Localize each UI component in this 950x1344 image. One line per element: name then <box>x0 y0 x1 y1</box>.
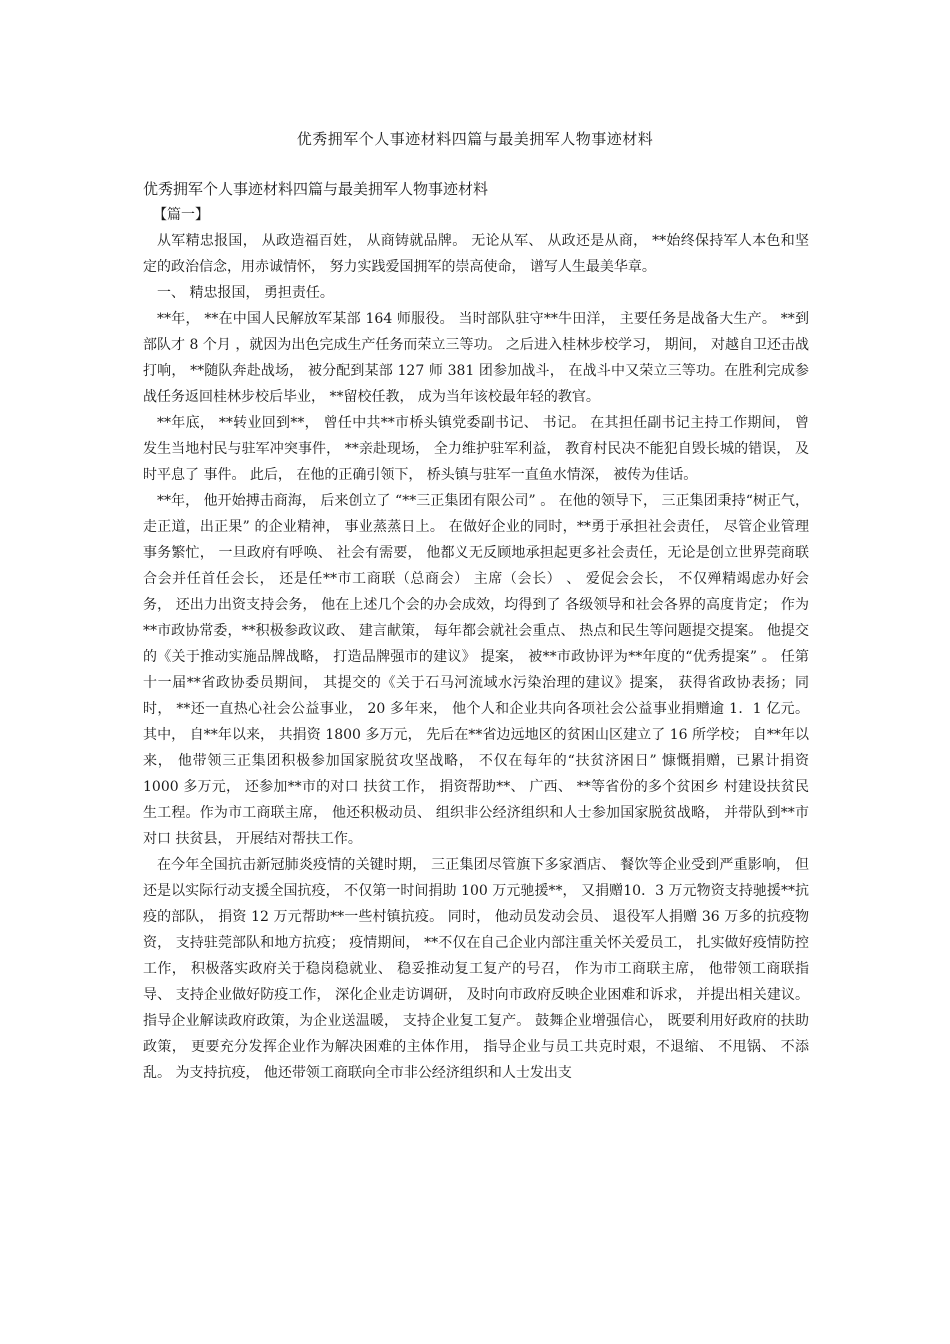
section-heading-one: 一、 精忠报国， 勇担责任。 <box>157 285 334 301</box>
section-label: 【篇一】 <box>153 207 209 223</box>
document-title: 优秀拥军个人事迹材料四篇与最美拥军人物事迹材料 <box>296 130 654 148</box>
paragraph-military-service: **年， **在中国人民解放军某部 164 师服役。 当时部队驻守**牛田洋， 主要任务是战备大生产。 **到部队才 8 个月 ，就因为出色完成生产任务而荣立三等功。 之后进入桂林步校学习， 期间， 对越自卫还击战打响， **随队奔赴战场， 被分配到某部 127 师 381 团参加战斗， 在战斗中又荣立三等功。在胜利完成参战任务返回桂林步校后毕业， **留校任教， 成为当年该校最年轻的教官。 <box>143 311 809 405</box>
paragraph-pandemic-support: 在今年全国抗击新冠肺炎疫情的关键时期， 三正集团尽管旗下多家酒店、 餐饮等企业受到严重影响， 但还是以实际行动支援全国抗疫， 不仅第一时间捐助 100 万元驰援**， 又捐赠10．3 万元物资支持驰援**抗疫的部队， 捐资 12 万元帮助**一些村镇抗疫。 同时， 他动员发动会员、 退役军人捐赠 36 万多的抗疫物资， 支持驻莞部队和地方抗疫； 疫情期间， **不仅在自己企业内部注重关怀关爱员工， 扎实做好疫情防控工作， 积极落实政府关于稳岗稳就业、 稳妥推动复工复产的号召， 作为市工商联主席， 他带领工商联指导、 支持企业做好防疫工作， 深化企业走访调研， 及时向市政府反映企业困难和诉求， 并提出相关建议。 指导企业解读政府政策，为企业送温暖， 支持企业复工复产。 鼓舞企业增强信心， 既要利用好政府的扶助政策， 更要充分发挥企业作为解决困难的主体作用， 指导企业与员工共克时艰，不退缩、 不甩锅、 不添乱。 为支持抗疫， 他还带领工商联向全市非公经济组织和人士发出支 <box>143 857 809 1081</box>
paragraph-business-career: **年， 他开始搏击商海， 后来创立了 “**三正集团有限公司” 。 在他的领导下， 三正集团秉持“树正气， 走正道，出正果” 的企业精神， 事业蒸蒸日上。 在做好企业的同时，**勇于承担社会责任， 尽管企业管理事务繁忙， 一旦政府有呼唤、 社会有需要， 他都义无反顾地承担起更多社会责任，无论是创立世界莞商联合会并任首任会长， 还是任**市工商联（总商会） 主席（会长） 、 爱促会会长， 不仅殚精竭虑办好会务， 还出力出资支持会务， 他在上述几个会的办会成效，均得到了 各级领导和社会各界的高度肯定； 作为**市政协常委，**积极参政议政、 建言献策， 每年都会就社会重点、 热点和民生等问题提交提案。 他提交的《关于推动实施品牌战略， 打造品牌强市的建议》 提案， 被**市政协评为**年度的“优秀提案” 。 任第十一届**省政协委员期间， 其提交的《关于石马河流域水污染治理的建议》提案， 获得省政协表扬；同时， **还一直热心社会公益事业， 20 多年来， 他个人和企业共向各项社会公益事业捐赠逾 1．1 亿元。 其中， 自**年以来， 共捐资 1800 多万元， 先后在**省边远地区的贫困山区建立了 16 所学校； 自**年以来， 他带领三正集团积极参加国家脱贫攻坚战略， 不仅在每年的“扶贫济困日” 慷慨捐赠，已累计捐资 1000 多万元， 还参加**市的对口 扶贫工作， 捐资帮助**、 广西、 **等省份的多个贫困乡 村建设扶贫民生工程。作为市工商联主席， 他还积极动员、 组织非公经济组织和人士参加国家脱贫战略， 并带队到**市对口 扶贫县， 开展结对帮扶工作。 <box>143 493 809 847</box>
paragraph-intro: 从军精忠报国， 从政造福百姓， 从商铸就品牌。 无论从军、 从政还是从商， **始终保持军人本色和坚定的政治信念，用赤诚情怀， 努力实践爱国拥军的崇高使命， 谱写人生最美华章。 <box>143 233 809 275</box>
document-body <box>143 176 809 1086</box>
document-subtitle: 优秀拥军个人事迹材料四篇与最美拥军人物事迹材料 <box>143 180 489 198</box>
paragraph-government-service: **年底， **转业回到**， 曾任中共**市桥头镇党委副书记、 书记。 在其担任副书记主持工作期间， 曾发生当地村民与驻军冲突事件， **亲赴现场， 全力维护驻军利益， 教育村民决不能犯自毁长城的错误， 及时平息了 事件。 此后， 在他的正确引领下， 桥头镇与驻军一直鱼水情深， 被传为佳话。 <box>143 415 809 483</box>
